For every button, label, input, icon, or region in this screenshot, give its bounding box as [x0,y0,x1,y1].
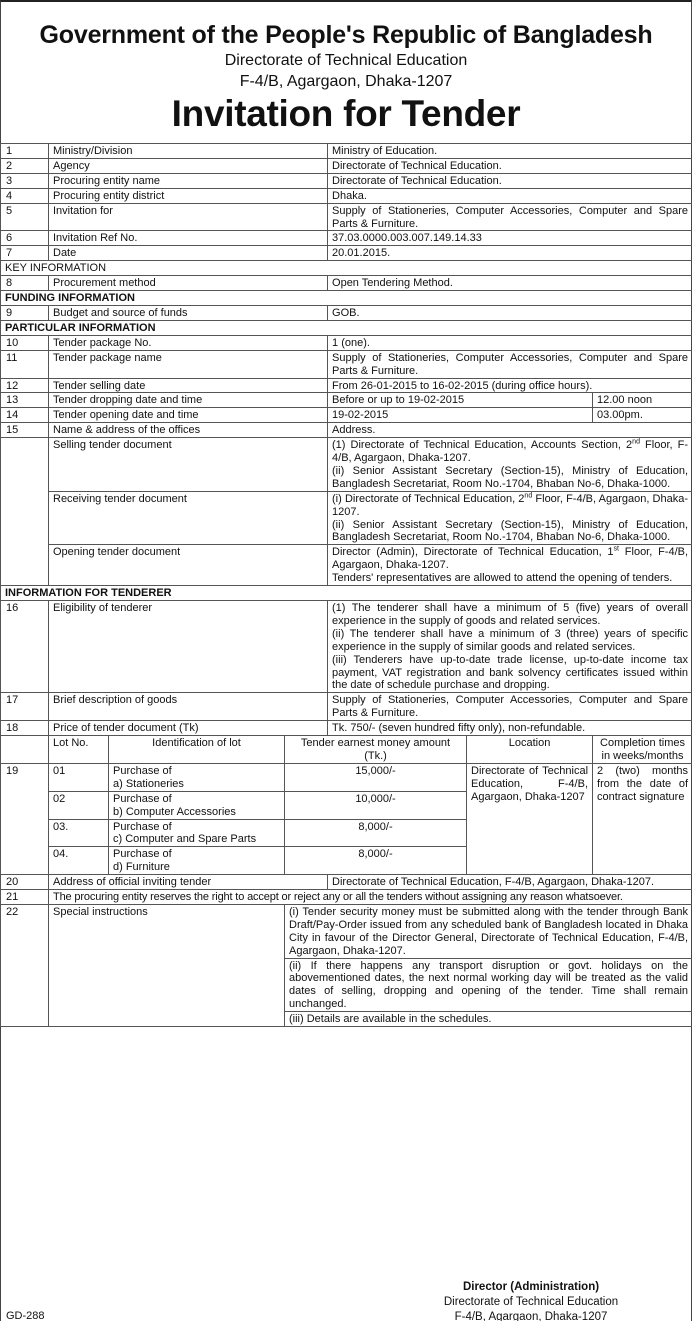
eligibility-point-2: (ii) The tenderer shall have a minimum of 3 (three) years of specific experience in the supply of similar goods and related services. [332,627,689,653]
row-value: Tk. 750/- (seven hundred fifty only), non-refundable. [328,721,692,736]
eligibility-point-1: (1) The tenderer shall have a minimum of 5 (five) years of overall experience in the supply of goods and related services. [332,602,689,627]
row-label: Tender opening date and time [49,408,328,423]
lot-number: 01 [49,763,109,791]
table-row [1,246,692,261]
government-heading: Government of the People's Republic of Bangladesh [39,21,653,49]
row-number: 7 [1,246,49,261]
row-number: 20 [1,875,49,890]
row-value: Supply of Stationeries, Computer Accessories, Computer and Spare Parts & Furniture. [328,693,692,721]
row-value: Directorate of Technical Education. [328,158,692,173]
table-row [1,203,692,231]
row-number: 12 [1,378,49,393]
table-row [1,305,692,320]
section-row [1,320,692,335]
table-row [1,158,692,173]
table-row [1,721,692,736]
lot-identification: Purchase of b) Computer Accessories [109,791,285,819]
table-row [1,188,692,203]
row-text: The procuring entity reserves the right to accept or reject any or all the tenders without assigning any reason whatsoever. [49,890,692,905]
row-time: 03.00pm. [593,408,692,423]
row-label: Invitation for [49,203,328,231]
row-value: Supply of Stationeries, Computer Accessories, Computer and Spare Parts & Furniture. [328,350,692,378]
selling-office-2: (ii) Senior Assistant Secretary (Section-15), Ministry of Education, Bangladesh Secretariat, Room No.-1704, Bhaban No-6, Dhaka-1000. [332,464,689,490]
section-particular-information: PARTICULAR INFORMATION [1,320,692,335]
row-number: 19 [1,763,49,874]
lot-header-location: Location [467,736,593,764]
section-row [1,261,692,276]
row-time: 12.00 noon [593,393,692,408]
row-number: 15 [1,423,49,438]
lot-completion: 2 (two) months from the date of contract signature [593,763,692,874]
row-label: Invitation Ref No. [49,231,328,246]
lot-location: Directorate of Technical Education, F-4/B, Agargaon, Dhaka-1207 [467,763,593,874]
instruction-i: (i) Tender security money must be submitted along with the tender through Bank Draft/Pay-Order issued from any scheduled bank of Bangladesh located in Dhaka City in favour of the Director General, Directorate of Technical Education, F-4/B, Agargaon, Dhaka-1207. [285,904,692,958]
section-key-information: KEY INFORMATION [1,261,692,276]
office-row-receiving [1,491,692,545]
row-label: Eligibility of tenderer [49,601,328,693]
directorate-address: F-4/B, Agargaon, Dhaka-1207 [239,73,453,90]
table-row [1,350,692,378]
row-number: 17 [1,693,49,721]
row-label: Ministry/Division [49,144,328,159]
section-row [1,586,692,601]
row-number: 10 [1,335,49,350]
row-value: Ministry of Education. [328,144,692,159]
table-row [1,144,692,159]
table-row [1,173,692,188]
row-value: 37.03.0000.003.007.149.14.33 [328,231,692,246]
row-value [328,491,692,545]
row-value: Directorate of Technical Education, F-4/B, Agargaon, Dhaka-1207. [328,875,692,890]
section-row [1,291,692,306]
table-row [1,875,692,890]
notice-header [1,20,691,135]
row-value: Supply of Stationeries, Computer Accessories, Computer and Spare Parts & Furniture. [328,203,692,231]
lot-header-no: Lot No. [49,736,109,764]
blank-cell [1,736,49,764]
row-label: Opening tender document [49,545,328,586]
page-title: Invitation for Tender [171,93,521,134]
row-number: 11 [1,350,49,378]
row-label: Price of tender document (Tk) [49,721,328,736]
lot-number: 03. [49,819,109,847]
row-number: 21 [1,890,49,905]
lot-amount: 10,000/- [285,791,467,819]
selling-office-1: (1) Directorate of Technical Education, Accounts Section, 2nd Floor, F-4/B, Agargaon, Dhaka-1207. [332,438,689,465]
row-value: Dhaka. [328,188,692,203]
table-row [1,904,692,958]
row-value [328,601,692,693]
section-funding-information: FUNDING INFORMATION [1,291,692,306]
table-row [1,601,692,693]
lot-amount: 8,000/- [285,847,467,875]
blank-cell [1,438,49,586]
row-label: Selling tender document [49,438,328,492]
row-value [328,545,692,586]
lot-identification: Purchase of d) Furniture [109,847,285,875]
signatory-org: Directorate of Technical Education [443,1296,619,1308]
instruction-ii: (ii) If there happens any transport disruption or govt. holidays on the abovementioned dates, the next normal working day will be treated as the valid dates of selling, dropping and opening of the tender. Time shall remain unchanged. [285,958,692,1012]
instruction-iii: (iii) Details are available in the schedules. [285,1012,692,1027]
signatory-address: F-4/B, Agargaon, Dhaka-1207 [454,1311,608,1321]
row-number: 13 [1,393,49,408]
eligibility-point-3: (iii) Tenderers have up-to-date trade license, up-to-date income tax payment, VAT registration and bank solvency certificates issued within the date of schedule purchase and dropping. [332,653,689,692]
row-number: 5 [1,203,49,231]
row-label: Special instructions [49,904,285,1026]
row-value: Open Tendering Method. [328,276,692,291]
row-number: 1 [1,144,49,159]
signatory-title: Director (Administration) [462,1281,600,1293]
table-row [1,378,692,393]
table-row [1,890,692,905]
row-value [328,438,692,492]
row-value: 1 (one). [328,335,692,350]
row-label: Name & address of the offices [49,423,328,438]
row-number: 9 [1,305,49,320]
row-label: Procurement method [49,276,328,291]
row-value: Directorate of Technical Education. [328,173,692,188]
row-number: 16 [1,601,49,693]
row-value: 19-02-2015 [328,408,593,423]
lot-amount: 8,000/- [285,819,467,847]
row-label: Tender dropping date and time [49,393,328,408]
office-row-selling [1,438,692,492]
opening-note: Tenders' representatives are allowed to attend the opening of tenders. [332,572,673,585]
row-label: Tender package No. [49,335,328,350]
row-value: 20.01.2015. [328,246,692,261]
lot-identification: Purchase of a) Stationeries [109,763,285,791]
row-label: Procuring entity district [49,188,328,203]
lot-header-identification: Identification of lot [109,736,285,764]
section-information-for-tenderer: INFORMATION FOR TENDERER [1,586,692,601]
directorate-name: Directorate of Technical Education [224,52,468,69]
row-number: 3 [1,173,49,188]
row-value: Before or up to 19-02-2015 [328,393,593,408]
table-row [1,335,692,350]
row-value: GOB. [328,305,692,320]
receiving-office-1: (i) Directorate of Technical Education, 2nd Floor, F-4/B, Agargaon, Dhaka-1207. [332,492,689,518]
row-label: Brief description of goods [49,693,328,721]
row-label: Agency [49,158,328,173]
lot-header-money: Tender earnest money amount (Tk.) [285,736,467,764]
row-number: 2 [1,158,49,173]
opening-office-1: Director (Admin), Directorate of Technical Education, 1st Floor, F-4/B, Agargaon, Dhaka-1207. [332,545,689,572]
row-label: Procuring entity name [49,173,328,188]
receiving-office-2: (ii) Senior Assistant Secretary (Section-15), Ministry of Education, Bangladesh Secretariat, Room No.-1704, Bhaban No-6, Dhaka-1000. [332,518,689,544]
table-row [1,231,692,246]
lot-header-row [1,736,692,764]
row-value: Address. [328,423,692,438]
row-label: Receiving tender document [49,491,328,545]
office-row-opening [1,545,692,586]
row-number: 14 [1,408,49,423]
tender-table [0,143,692,1027]
row-number: 22 [1,904,49,1026]
lot-identification: Purchase of c) Computer and Spare Parts [109,819,285,847]
row-label: Date [49,246,328,261]
lot-amount: 15,000/- [285,763,467,791]
row-number: 6 [1,231,49,246]
row-label: Tender selling date [49,378,328,393]
lot-row [1,763,692,791]
row-number: 8 [1,276,49,291]
gd-code: GD-288 [6,1310,45,1321]
lot-number: 04. [49,847,109,875]
table-row [1,393,692,408]
row-label: Tender package name [49,350,328,378]
lot-number: 02 [49,791,109,819]
row-label: Address of official inviting tender [49,875,328,890]
table-row [1,423,692,438]
signature-block [401,1280,661,1321]
row-value: From 26-01-2015 to 16-02-2015 (during office hours). [328,378,692,393]
row-number: 18 [1,721,49,736]
table-row [1,408,692,423]
lot-header-completion: Completion times in weeks/months [593,736,692,764]
row-number: 4 [1,188,49,203]
table-row [1,276,692,291]
table-row [1,693,692,721]
row-label: Budget and source of funds [49,305,328,320]
